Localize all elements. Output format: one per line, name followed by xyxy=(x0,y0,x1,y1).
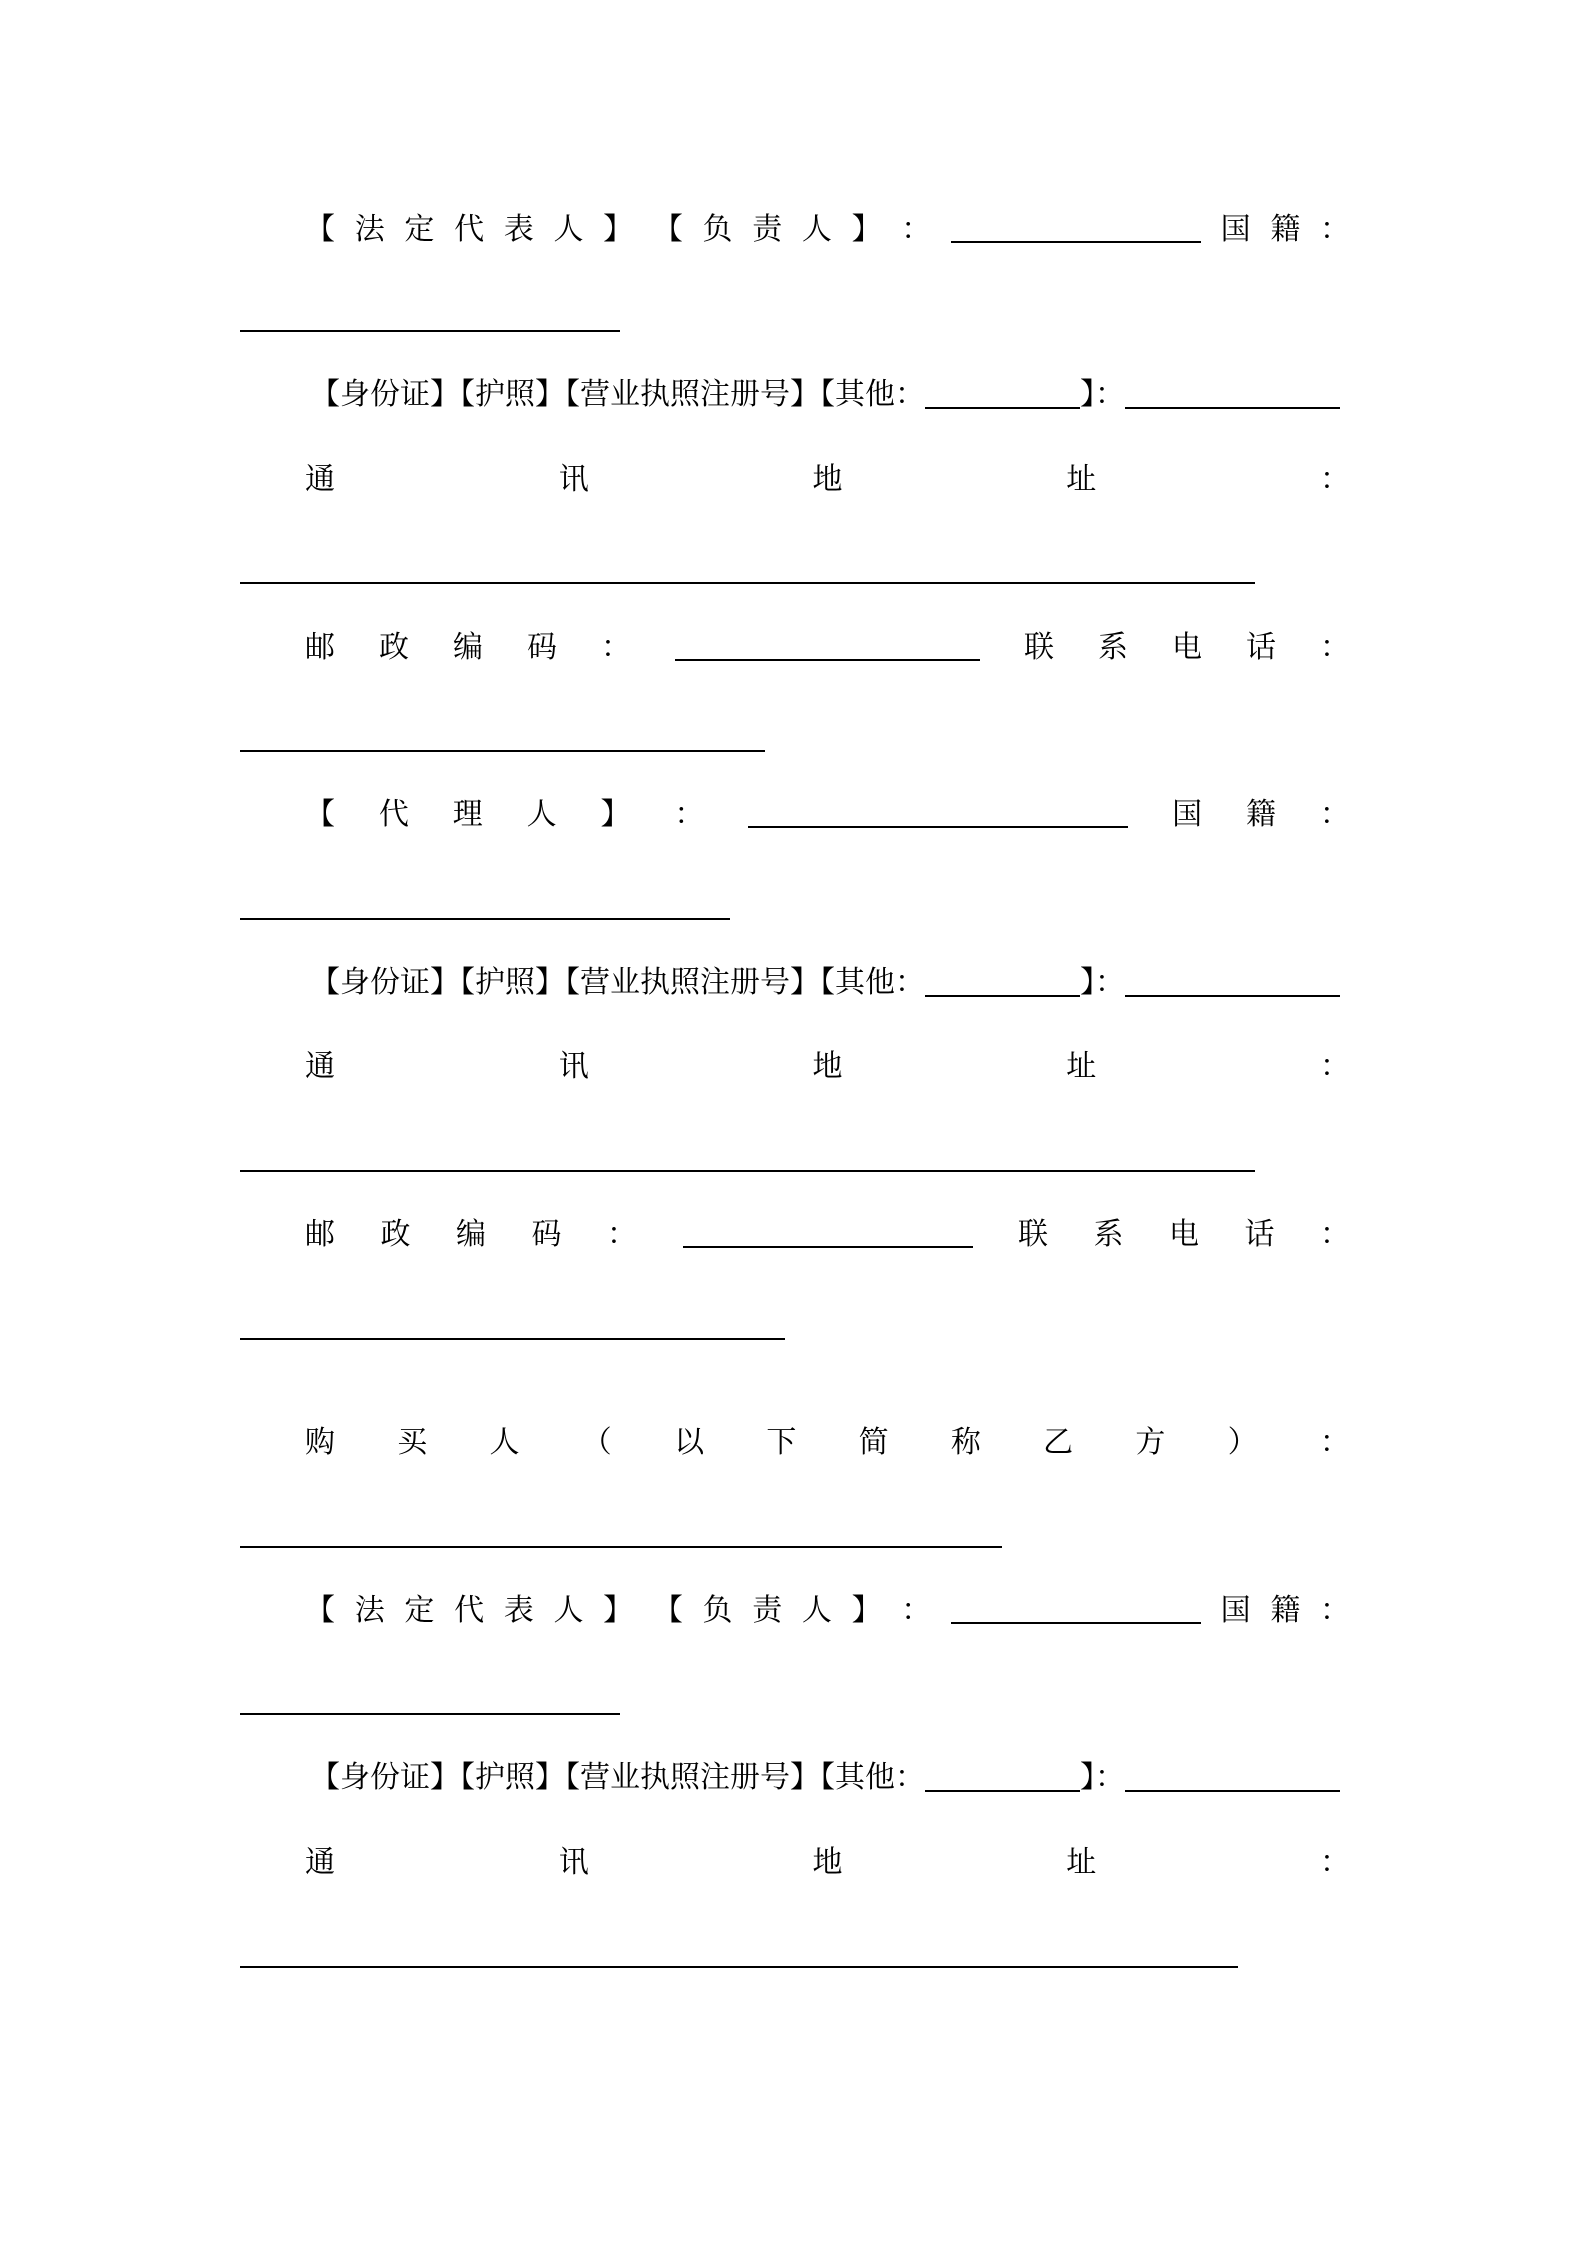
char: 人 xyxy=(801,212,832,247)
char: 国 xyxy=(1220,212,1251,247)
other-blank[interactable] xyxy=(925,1789,1080,1792)
char: （ xyxy=(581,1425,612,1460)
char: ： xyxy=(1320,1593,1350,1628)
char: 邮 xyxy=(305,630,335,665)
char: 系 xyxy=(1093,1217,1124,1252)
char: ） xyxy=(1227,1425,1258,1460)
agent-name-blank[interactable] xyxy=(748,825,1128,828)
char: 话 xyxy=(1246,630,1276,665)
char: 讯 xyxy=(558,1049,589,1084)
id-middle: 】： xyxy=(1080,1760,1125,1795)
char: 地 xyxy=(812,1845,843,1880)
char: ： xyxy=(1320,1845,1350,1880)
address-blank[interactable] xyxy=(240,1966,1238,1968)
agent-label xyxy=(305,790,1350,840)
postal-blank[interactable] xyxy=(683,1245,973,1248)
buyer-line xyxy=(0,1418,1586,1468)
char: 籍 xyxy=(1270,212,1301,247)
char: 码 xyxy=(531,1217,562,1252)
rep-name-blank[interactable] xyxy=(951,1621,1201,1624)
char: 法 xyxy=(354,1593,385,1628)
char: 【 xyxy=(305,1593,335,1628)
char: 讯 xyxy=(558,1845,589,1880)
char: 负 xyxy=(702,212,733,247)
char: ： xyxy=(901,1593,932,1628)
other-blank[interactable] xyxy=(925,994,1080,997)
char: 话 xyxy=(1244,1217,1275,1252)
char: 定 xyxy=(404,1593,435,1628)
address-line-1 xyxy=(0,455,1586,505)
nationality-blank[interactable] xyxy=(240,1713,620,1715)
address-blank[interactable] xyxy=(240,1170,1255,1172)
char: 码 xyxy=(527,630,557,665)
char: 方 xyxy=(1135,1425,1166,1460)
char: ： xyxy=(1320,1049,1350,1084)
char: 人 xyxy=(801,1593,832,1628)
char: 地 xyxy=(812,1049,843,1084)
agent-line xyxy=(0,790,1586,840)
buyer-label xyxy=(305,1418,1350,1468)
char: 【 xyxy=(652,1593,683,1628)
char: 址 xyxy=(1066,1049,1097,1084)
char: ： xyxy=(1319,1425,1350,1460)
postal-line-1 xyxy=(0,623,1586,673)
id-prefix: 【身份证】【护照】【营业执照注册号】【其他： xyxy=(310,1760,925,1795)
char: 邮 xyxy=(305,1217,335,1252)
address-label xyxy=(305,455,1350,505)
char: 称 xyxy=(950,1425,981,1460)
char: 人 xyxy=(553,1593,584,1628)
nationality-blank[interactable] xyxy=(240,330,620,332)
address-label xyxy=(305,1042,1350,1092)
id-number-blank[interactable] xyxy=(1125,1789,1340,1792)
char: 电 xyxy=(1169,1217,1199,1252)
char: 址 xyxy=(1066,462,1097,497)
char: 国 xyxy=(1172,797,1203,832)
id-number-blank[interactable] xyxy=(1125,994,1340,997)
phone-blank[interactable] xyxy=(240,750,765,752)
char: 编 xyxy=(456,1217,486,1252)
char: ： xyxy=(1320,1217,1350,1252)
char: 代 xyxy=(378,797,409,832)
char: 】 xyxy=(851,1593,882,1628)
char: ： xyxy=(1320,212,1350,247)
id-line-3 xyxy=(0,1753,1586,1803)
id-middle: 】： xyxy=(1080,965,1125,1000)
char: 】 xyxy=(851,212,882,247)
char: 责 xyxy=(752,212,783,247)
char: 政 xyxy=(379,630,409,665)
char: ： xyxy=(1320,462,1350,497)
char: 定 xyxy=(404,212,435,247)
char: 表 xyxy=(503,1593,534,1628)
id-line-1 xyxy=(0,370,1586,420)
char: 责 xyxy=(752,1593,783,1628)
char: 人 xyxy=(526,797,557,832)
char: ： xyxy=(901,212,932,247)
id-prefix: 【身份证】【护照】【营业执照注册号】【其他： xyxy=(310,965,925,1000)
char: 下 xyxy=(766,1425,797,1460)
char: 系 xyxy=(1098,630,1128,665)
char: 通 xyxy=(305,462,335,497)
char: 购 xyxy=(305,1425,335,1460)
char: 联 xyxy=(1018,1217,1048,1252)
id-prefix: 【身份证】【护照】【营业执照注册号】【其他： xyxy=(310,377,925,412)
char: 籍 xyxy=(1246,797,1276,832)
char: ： xyxy=(1320,630,1350,665)
char: 址 xyxy=(1066,1845,1097,1880)
char: 讯 xyxy=(558,462,589,497)
char: 通 xyxy=(305,1049,335,1084)
rep-line-1 xyxy=(0,205,1586,255)
other-blank[interactable] xyxy=(925,406,1080,409)
address-line-2 xyxy=(0,1042,1586,1092)
char: 法 xyxy=(354,212,385,247)
char: 】 xyxy=(603,212,634,247)
char: 【 xyxy=(305,212,335,247)
char: ： xyxy=(674,797,705,832)
char: 以 xyxy=(674,1425,705,1460)
char: 地 xyxy=(812,462,843,497)
id-line-2 xyxy=(0,958,1586,1008)
char: 代 xyxy=(454,212,485,247)
char: 人 xyxy=(553,212,584,247)
char: 乙 xyxy=(1043,1425,1074,1460)
char: 【 xyxy=(652,212,683,247)
char: 表 xyxy=(503,212,534,247)
char: 理 xyxy=(452,797,483,832)
char: 通 xyxy=(305,1845,335,1880)
char: 负 xyxy=(702,1593,733,1628)
char: 【 xyxy=(305,797,335,832)
id-number-blank[interactable] xyxy=(1125,406,1340,409)
char: 电 xyxy=(1172,630,1202,665)
char: 代 xyxy=(454,1593,485,1628)
id-line-content xyxy=(310,1753,1355,1803)
char: 编 xyxy=(453,630,483,665)
char: 籍 xyxy=(1270,1593,1301,1628)
postal-line-2 xyxy=(0,1210,1586,1260)
postal-label xyxy=(305,623,1350,673)
char: 国 xyxy=(1220,1593,1251,1628)
postal-label xyxy=(305,1210,1350,1260)
id-line-content xyxy=(310,370,1355,420)
rep-name-blank[interactable] xyxy=(951,240,1201,243)
char: 】 xyxy=(600,797,631,832)
rep-label xyxy=(305,205,1350,255)
buyer-name-blank[interactable] xyxy=(240,1546,1002,1548)
rep-label xyxy=(305,1586,1350,1636)
char: 联 xyxy=(1024,630,1054,665)
char: ： xyxy=(1319,797,1350,832)
char: 政 xyxy=(380,1217,411,1252)
phone-blank[interactable] xyxy=(240,1338,785,1340)
char: 简 xyxy=(858,1425,889,1460)
char: ： xyxy=(601,630,631,665)
rep-line-2 xyxy=(0,1586,1586,1636)
address-line-3 xyxy=(0,1838,1586,1888)
address-blank[interactable] xyxy=(240,582,1255,584)
id-line-content xyxy=(310,958,1355,1008)
address-label xyxy=(305,1838,1350,1888)
char: ： xyxy=(607,1217,637,1252)
id-middle: 】： xyxy=(1080,377,1125,412)
postal-blank[interactable] xyxy=(675,658,980,661)
char: 】 xyxy=(603,1593,634,1628)
char: 人 xyxy=(489,1425,520,1460)
agent-nationality-blank[interactable] xyxy=(240,918,730,920)
char: 买 xyxy=(397,1425,428,1460)
